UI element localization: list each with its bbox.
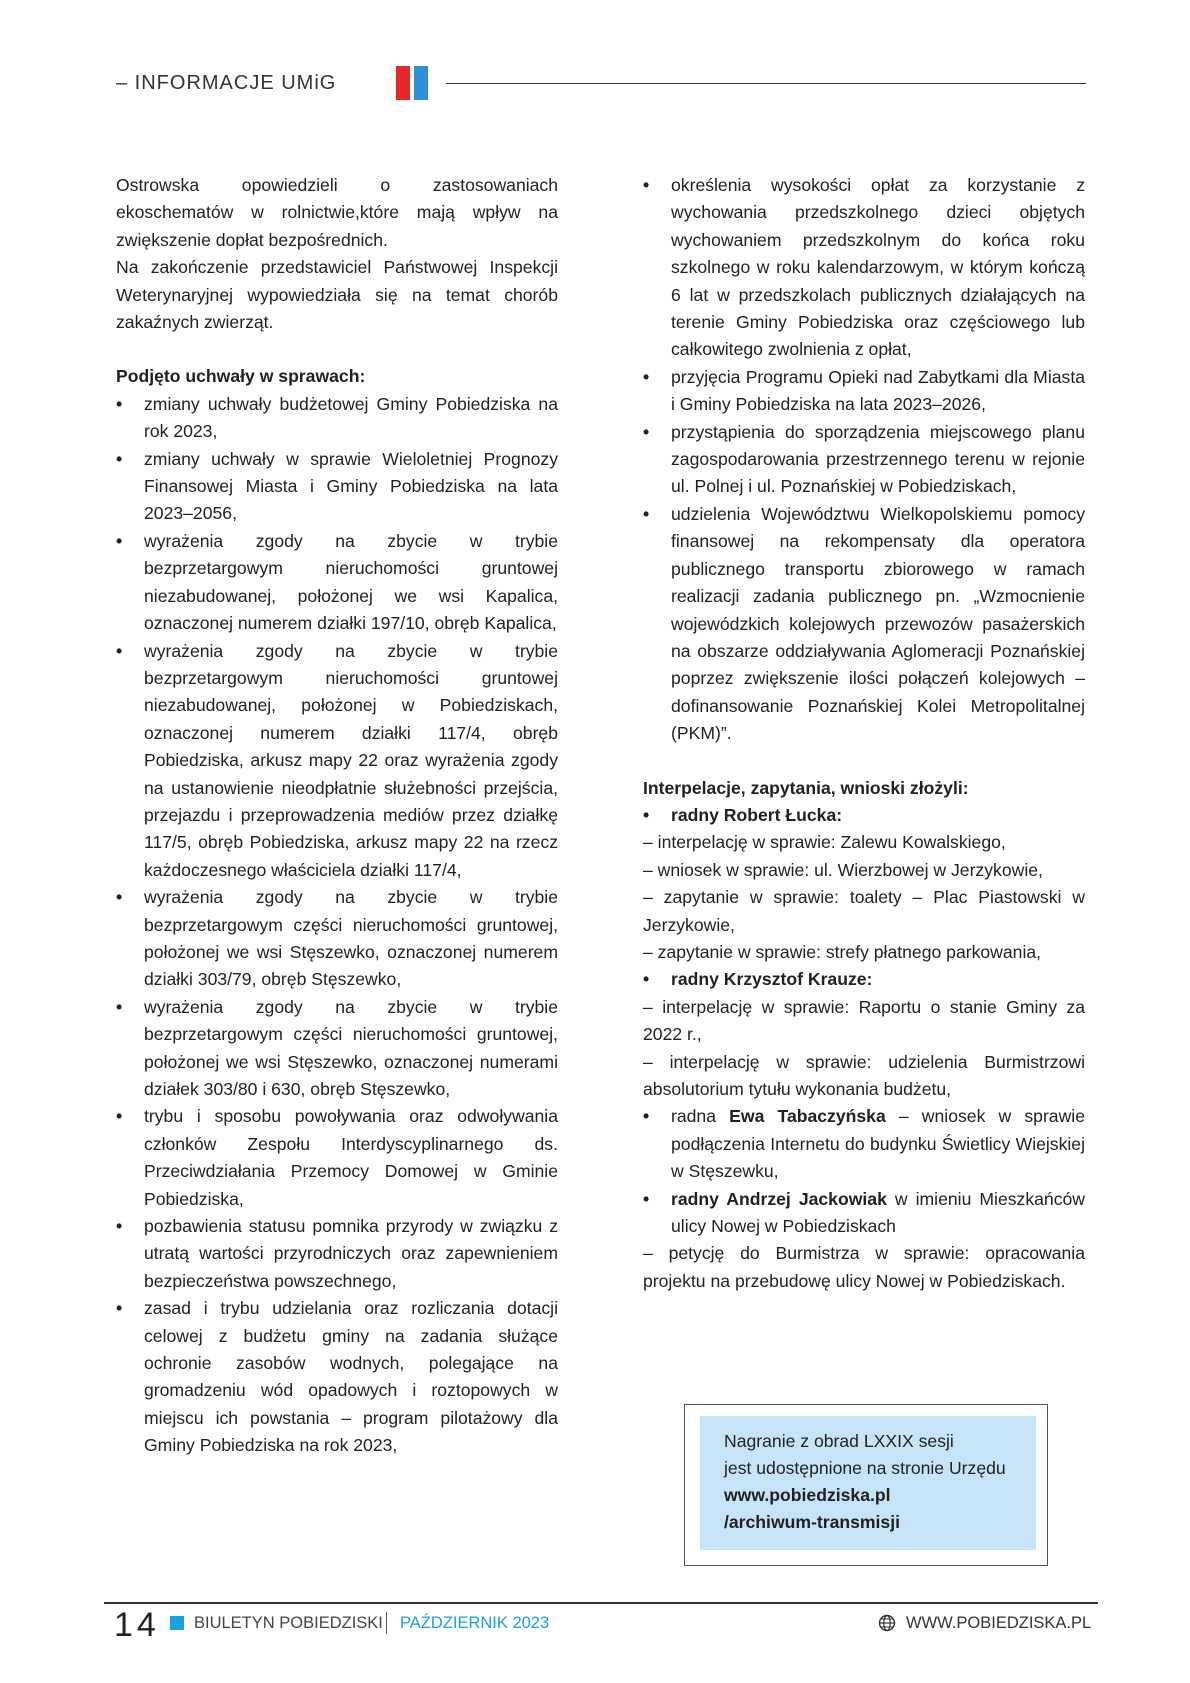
footer-divider <box>386 1612 387 1634</box>
bullet-icon: • <box>116 1106 123 1127</box>
list-item: • zasad i trybu udzielania oraz rozliczania dotacji celowej z budżetu gminy na zadania służące ochronie zasobów wodnych, polegające na gromadzeniu wód opadowych i roztopowych w miejscu ich powstania – program pilotażowy dla Gminy Pobiedziska na rok 2023, <box>116 1295 558 1459</box>
submission-line: – wniosek w sprawie: ul. Wierzbowej w Jerzykowie, <box>643 859 1043 880</box>
list-item: • przyjęcia Programu Opieki nad Zabytkami dla Miasta i Gminy Pobiedziska na lata 2023–2026, <box>643 364 1085 419</box>
list-item: • wyrażenia zgody na zbycie w trybie bezprzetargowym części nieruchomości gruntowej, położonej we wsi Stęszewko, oznaczonej numerami działek 303/80 i 630, obręb Stęszewko, <box>116 994 558 1104</box>
list-item: • wyrażenia zgody na zbycie w trybie bezprzetargowym nieruchomości gruntowej niezabudowanej, położonej we wsi Kapalica, oznaczonej numerem działki 197/10, obręb Kapalica, <box>116 528 558 638</box>
bullet-icon: • <box>116 996 123 1017</box>
bullet-icon: • <box>643 366 650 387</box>
list-item: • zmiany uchwały w sprawie Wieloletniej Prognozy Finansowej Miasta i Gminy Pobiedziska na lata 2023–2056, <box>116 446 558 528</box>
list-item: • pozbawienia statusu pomnika przyrody w związku z utratą wartości przyrodniczych oraz zapewnieniem bezpieczeństwa powszechnego, <box>116 1213 558 1295</box>
list-item: • określenia wysokości opłat za korzystanie z wychowania przedszkolnego dzieci objętych wychowaniem przedszkolnym do końca roku szkolnego w roku kalendarzowym, w którym kończą 6 lat w przedszkolach publicznych działających na terenie Gminy Pobiedziska oraz częściowego lub całkowitego zwolnienia z opłat, <box>643 172 1085 364</box>
bullet-icon: • <box>116 448 123 469</box>
footer-rule <box>104 1602 1098 1604</box>
submission-line: – petycję do Burmistrza w sprawie: opracowania projektu na przebudowę ulicy Nowej w Pobiedziskach. <box>643 1243 1085 1291</box>
bullet-icon: • <box>643 1106 650 1127</box>
flag-blue-bar <box>414 66 428 100</box>
bullet-icon: • <box>643 421 650 442</box>
councillor-list <box>643 802 1085 829</box>
bullet-icon: • <box>643 804 650 825</box>
flag-red-bar <box>396 66 410 100</box>
list-item: • wyrażenia zgody na zbycie w trybie bezprzetargowym części nieruchomości gruntowej, położonej we wsi Stęszewko, oznaczonej numerem działki 303/79, obręb Stęszewko, <box>116 884 558 994</box>
infobox-text: jest udostępnione na stronie Urzędu <box>724 1458 1006 1478</box>
website-link[interactable]: WWW.POBIEDZISKA.PL <box>906 1614 1092 1632</box>
list-item: • przystąpienia do sporządzenia miejscowego planu zagospodarowania przestrzennego terenu w rejonie ul. Polnej i ul. Poznańskiej w Pobiedziskach, <box>643 419 1085 501</box>
bullet-icon: • <box>643 503 650 524</box>
councillor-entry: • radny Andrzej Jackowiak w imieniu Mieszkańców ulicy Nowej w Pobiedziskach <box>643 1186 1085 1241</box>
list-item: • zmiany uchwały budżetowej Gminy Pobiedziska na rok 2023, <box>116 391 558 446</box>
section-title: – INFORMACJE UMiG <box>116 72 337 94</box>
globe-icon <box>878 1614 896 1632</box>
footer-square-icon <box>170 1616 184 1630</box>
bullet-icon: • <box>116 393 123 414</box>
infobox-text: Nagranie z obrad LXXIX sesji <box>724 1431 954 1451</box>
resolutions-list <box>116 391 558 1460</box>
bullet-icon: • <box>116 887 123 908</box>
right-column <box>643 172 1085 1295</box>
left-column <box>116 172 558 1460</box>
bullet-icon: • <box>643 1188 650 1209</box>
page-number: 14 <box>114 1606 160 1644</box>
councillor-entry: • radna Ewa Tabaczyńska – wniosek w sprawie podłączenia Internetu do budynku Świetlicy Wiejskiej w Stęszewku, <box>643 1103 1085 1185</box>
bullet-icon: • <box>643 969 650 990</box>
bullet-icon: • <box>116 530 123 551</box>
issue-date: PAŹDZIERNIK 2023 <box>400 1614 550 1632</box>
interpellations-heading: Interpelacje, zapytania, wnioski złożyli: <box>643 777 969 798</box>
councillor-name: radny Andrzej Jackowiak <box>671 1188 887 1209</box>
header-rule <box>446 83 1086 84</box>
resolutions-heading: Podjęto uchwały w sprawach: <box>116 366 366 387</box>
councillor-name: Ewa Tabaczyńska <box>729 1106 886 1127</box>
councillor-name: • radny Krzysztof Krauze: <box>643 966 1085 993</box>
submission-line: – interpelację w sprawie: Raportu o stanie Gminy za 2022 r., <box>643 996 1085 1045</box>
bullet-icon: • <box>643 175 650 195</box>
infobox-link[interactable]: www.pobiedziska.pl <box>724 1485 891 1505</box>
councillor-name: • radny Robert Łucka: <box>643 802 1085 829</box>
list-item: • wyrażenia zgody na zbycie w trybie bezprzetargowym nieruchomości gruntowej niezabudowanej, położonej w Pobiedziskach, oznaczonej numerem działki 117/4, obręb Pobiedziska, arkusz mapy 22 oraz wyrażenia zgody na ustanowienie nieodpłatnie służebności przejścia, przejazdu i przeprowadzenia mediów przez działkę 117/5, obręb Pobiedziska, arkusz mapy 22 na rzecz każdoczesnego właściciela działki 117/4, <box>116 638 558 885</box>
submission-line: – zapytanie w sprawie: toalety – Plac Piastowski w Jerzykowie, <box>643 887 1085 935</box>
list-item: • trybu i sposobu powoływania oraz odwoływania członków Zespołu Interdyscyplinarnego ds. Przeciwdziałania Przemocy Domowej w Gminie Pobiedziska, <box>116 1103 558 1213</box>
bullet-icon: • <box>116 1298 123 1319</box>
submission-line: – interpelację w sprawie: Zalewu Kowalskiego, <box>643 832 1006 853</box>
submission-line: – zapytanie w sprawie: strefy płatnego parkowania, <box>643 941 1042 962</box>
publication-name: BIULETYN POBIEDZISKI <box>194 1614 383 1632</box>
infobox-link[interactable]: /archiwum-transmisji <box>724 1512 900 1532</box>
infobox <box>700 1416 1036 1550</box>
resolutions-list-continued <box>643 172 1085 748</box>
bullet-icon: • <box>116 640 123 661</box>
bullet-icon: • <box>116 1216 123 1237</box>
intro-paragraph: Na zakończenie przedstawiciel Państwowej Inspekcji Weterynaryjnej wypowiedziała się na temat chorób zakaźnych zwierząt. <box>116 257 558 333</box>
intro-paragraph: Ostrowska opowiedzieli o zastosowaniach ekoschematów w rolnictwie,które mają wpływ na zwiększenie dopłat bezpośrednich. <box>116 175 558 250</box>
submission-line: – interpelację w sprawie: udzielenia Burmistrzowi absolutorium tytułu wykonania budżetu, <box>643 1051 1085 1099</box>
list-item: • udzielenia Województwu Wielkopolskiemu pomocy finansowej na rekompensaty dla operatora publicznego transportu zbiorowego w ramach realizacji zadania publicznego pn. „Wzmocnienie wojewódzkich kolejowych przewozów pasażerskich na obszarze oddziaływania Aglomeracji Poznańskiej poprzez zwiększenie ilości połączeń kolejowych – dofinansowanie Poznańskiej Kolei Metropolitalnej (PKM)”. <box>643 501 1085 748</box>
